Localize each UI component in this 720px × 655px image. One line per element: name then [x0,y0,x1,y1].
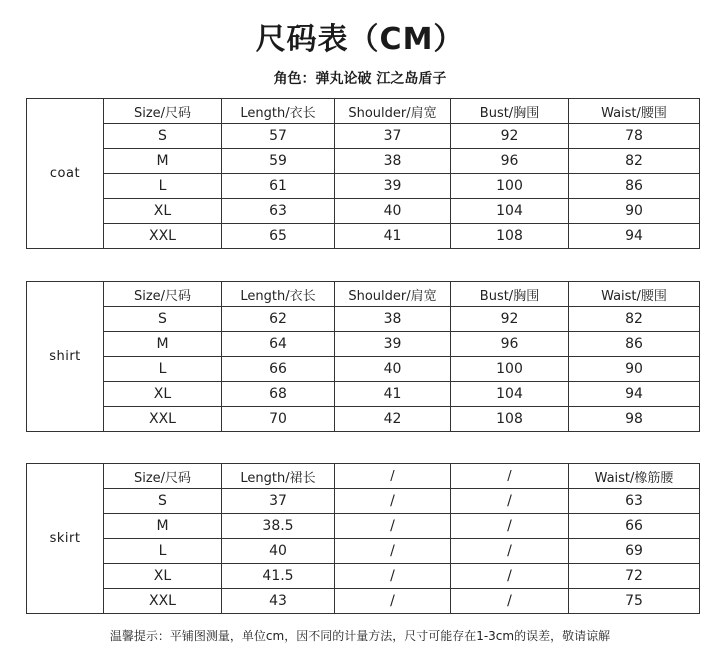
table-row [27,149,700,174]
header-size: Size/尺码 [104,99,222,124]
size-cell: XL [104,382,222,407]
size-cell: S [104,124,222,149]
length-cell: 40 [222,539,335,564]
length-cell: 68 [222,382,335,407]
table-header-row [27,282,700,307]
header-bust: Bust/胸围 [451,99,569,124]
waist-cell: 72 [569,564,700,589]
header-length: Length/衣长 [222,282,335,307]
empty-cell: / [335,564,451,589]
header-bust: Bust/胸围 [451,282,569,307]
header-length: Length/裙长 [222,464,335,489]
shoulder-cell: 41 [335,224,451,249]
table-row [27,407,700,432]
size-cell: M [104,514,222,539]
table-row [27,174,700,199]
table-header-row [27,464,700,489]
header-shoulder: Shoulder/肩宽 [335,282,451,307]
header-waist: Waist/橡筋腰 [569,464,700,489]
length-cell: 70 [222,407,335,432]
shoulder-cell: 39 [335,332,451,357]
empty-cell: / [451,539,569,564]
length-cell: 65 [222,224,335,249]
waist-cell: 86 [569,174,700,199]
length-cell: 64 [222,332,335,357]
table-row [27,124,700,149]
bust-cell: 92 [451,124,569,149]
size-cell: XL [104,199,222,224]
size-cell: S [104,489,222,514]
waist-cell: 94 [569,382,700,407]
size-cell: L [104,357,222,382]
bust-cell: 108 [451,224,569,249]
shoulder-cell: 42 [335,407,451,432]
category-label: shirt [27,282,104,432]
waist-cell: 98 [569,407,700,432]
size-cell: XXL [104,407,222,432]
page-title: 尺码表（CM） [255,22,465,57]
table-row [27,539,700,564]
length-cell: 57 [222,124,335,149]
empty-cell: / [335,589,451,614]
category-label: coat [27,99,104,249]
size-cell: S [104,307,222,332]
character-subtitle: 角色：弹丸论破 江之岛盾子 [273,71,447,87]
size-cell: XL [104,564,222,589]
header-waist: Waist/腰围 [569,282,700,307]
shoulder-cell: 37 [335,124,451,149]
shoulder-cell: 40 [335,357,451,382]
empty-cell: / [451,589,569,614]
waist-cell: 78 [569,124,700,149]
header-length: Length/衣长 [222,99,335,124]
length-cell: 66 [222,357,335,382]
table-row [27,357,700,382]
size-cell: M [104,149,222,174]
header-size: Size/尺码 [104,464,222,489]
empty-cell: / [335,514,451,539]
waist-cell: 90 [569,357,700,382]
length-cell: 41.5 [222,564,335,589]
waist-cell: 63 [569,489,700,514]
waist-cell: 69 [569,539,700,564]
length-cell: 63 [222,199,335,224]
size-cell: L [104,539,222,564]
size-cell: XXL [104,589,222,614]
size-table-coat [26,98,700,249]
length-cell: 59 [222,149,335,174]
waist-cell: 86 [569,332,700,357]
category-label: skirt [27,464,104,614]
table-row [27,489,700,514]
empty-cell: / [451,489,569,514]
length-cell: 38.5 [222,514,335,539]
shoulder-cell: 41 [335,382,451,407]
bust-cell: 100 [451,357,569,382]
size-cell: L [104,174,222,199]
size-cell: XXL [104,224,222,249]
bust-cell: 104 [451,382,569,407]
shoulder-cell: 39 [335,174,451,199]
waist-cell: 94 [569,224,700,249]
waist-cell: 75 [569,589,700,614]
bust-cell: 96 [451,332,569,357]
table-row [27,589,700,614]
table-row [27,199,700,224]
table-row [27,514,700,539]
length-cell: 62 [222,307,335,332]
header-waist: Waist/腰围 [569,99,700,124]
empty-cell: / [451,564,569,589]
empty-cell: / [335,489,451,514]
header-shoulder: Shoulder/肩宽 [335,99,451,124]
empty-cell: / [335,539,451,564]
bust-cell: 104 [451,199,569,224]
size-cell: M [104,332,222,357]
header-size: Size/尺码 [104,282,222,307]
header-empty: / [451,464,569,489]
empty-cell: / [451,514,569,539]
size-table-shirt [26,281,700,432]
length-cell: 43 [222,589,335,614]
bust-cell: 96 [451,149,569,174]
bust-cell: 100 [451,174,569,199]
table-row [27,564,700,589]
length-cell: 37 [222,489,335,514]
waist-cell: 66 [569,514,700,539]
waist-cell: 82 [569,307,700,332]
shoulder-cell: 40 [335,199,451,224]
length-cell: 61 [222,174,335,199]
table-row [27,307,700,332]
header-empty: / [335,464,451,489]
table-header-row [27,99,700,124]
bust-cell: 92 [451,307,569,332]
size-table-skirt [26,463,700,614]
shoulder-cell: 38 [335,307,451,332]
waist-cell: 90 [569,199,700,224]
waist-cell: 82 [569,149,700,174]
table-row [27,224,700,249]
table-row [27,332,700,357]
shoulder-cell: 38 [335,149,451,174]
table-row [27,382,700,407]
bust-cell: 108 [451,407,569,432]
measurement-note: 温馨提示：平铺图测量，单位cm，因不同的计量方法，尺寸可能存在1-3cm的误差，敬请谅解 [109,629,611,643]
